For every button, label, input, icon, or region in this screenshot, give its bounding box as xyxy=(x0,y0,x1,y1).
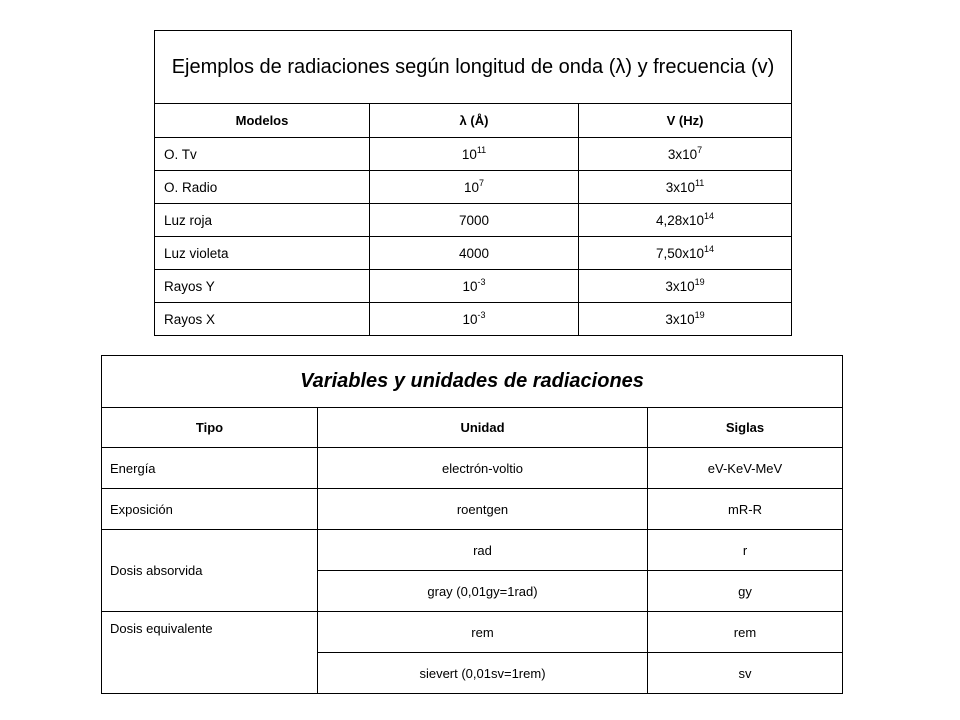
unit-cell: rad xyxy=(318,530,648,571)
acronym-cell: gy xyxy=(648,571,843,612)
model-cell: O. Radio xyxy=(155,171,370,204)
radiation-wavelength-table xyxy=(154,30,792,336)
type-cell: Energía xyxy=(102,448,318,489)
model-cell: Luz violeta xyxy=(155,237,370,270)
table-row xyxy=(155,171,792,204)
wavelength-cell: $10^{-3}$ xyxy=(370,270,579,303)
table-row xyxy=(155,204,792,237)
frequency-cell: $4,28x10^{14}$ xyxy=(579,204,792,237)
wavelength-cell: $10^7$ xyxy=(370,171,579,204)
model-cell: O. Tv xyxy=(155,138,370,171)
table-row xyxy=(155,270,792,303)
acronym-cell: mR-R xyxy=(648,489,843,530)
wavelength-cell: $10^{-3}$ xyxy=(370,303,579,336)
radiation-units-table xyxy=(101,355,843,694)
acronym-cell: rem xyxy=(648,612,843,653)
table2-header-unit: Unidad xyxy=(318,408,648,448)
unit-cell: sievert (0,01sv=1rem) xyxy=(318,653,648,694)
table2-header-row xyxy=(102,408,843,448)
wavelength-cell: 4000 xyxy=(370,237,579,270)
model-cell: Rayos X xyxy=(164,311,216,327)
table1-title: Ejemplos de radiaciones según longitud de onda (λ) y frecuencia (v) xyxy=(155,31,792,104)
table-row xyxy=(102,612,843,653)
table2-header-type: Tipo xyxy=(102,408,318,448)
acronym-cell: sv xyxy=(648,653,843,694)
unit-cell: roentgen xyxy=(318,489,648,530)
type-cell: Exposición xyxy=(102,489,318,530)
type-cell: Dosis absorvida xyxy=(102,530,318,612)
table-row xyxy=(155,237,792,270)
table2-title: Variables y unidades de radiaciones xyxy=(102,356,843,408)
frequency-cell: $3x10^7$ xyxy=(579,138,792,171)
wavelength-cell: 7000 xyxy=(370,204,579,237)
model-cell: Luz roja xyxy=(155,204,370,237)
table1-header-wavelength: λ (Å) xyxy=(370,104,579,138)
frequency-cell: $3x10^{19}$ xyxy=(579,303,792,336)
table2-header-acronym: Siglas xyxy=(648,408,843,448)
unit-cell: gray (0,01gy=1rad) xyxy=(318,571,648,612)
model-cell: Rayos Y xyxy=(155,270,370,303)
table-row xyxy=(155,303,792,336)
acronym-cell: eV-KeV-MeV xyxy=(648,448,843,489)
table-row xyxy=(155,138,792,171)
table-row xyxy=(102,448,843,489)
table1-header-frequency: V (Hz) xyxy=(579,104,792,138)
table-row xyxy=(102,489,843,530)
table1-header-models: Modelos xyxy=(155,104,370,138)
unit-cell: rem xyxy=(318,612,648,653)
unit-cell: electrón-voltio xyxy=(318,448,648,489)
table1-header-row xyxy=(155,104,792,138)
frequency-cell: $3x10^{11}$ xyxy=(579,171,792,204)
frequency-cell: $7,50x10^{14}$ xyxy=(579,237,792,270)
table-row xyxy=(102,530,843,571)
acronym-cell: r xyxy=(648,530,843,571)
type-cell: Dosis equivalente xyxy=(110,621,213,636)
wavelength-cell: $10^{11}$ xyxy=(370,138,579,171)
frequency-cell: $3x10^{19}$ xyxy=(579,270,792,303)
